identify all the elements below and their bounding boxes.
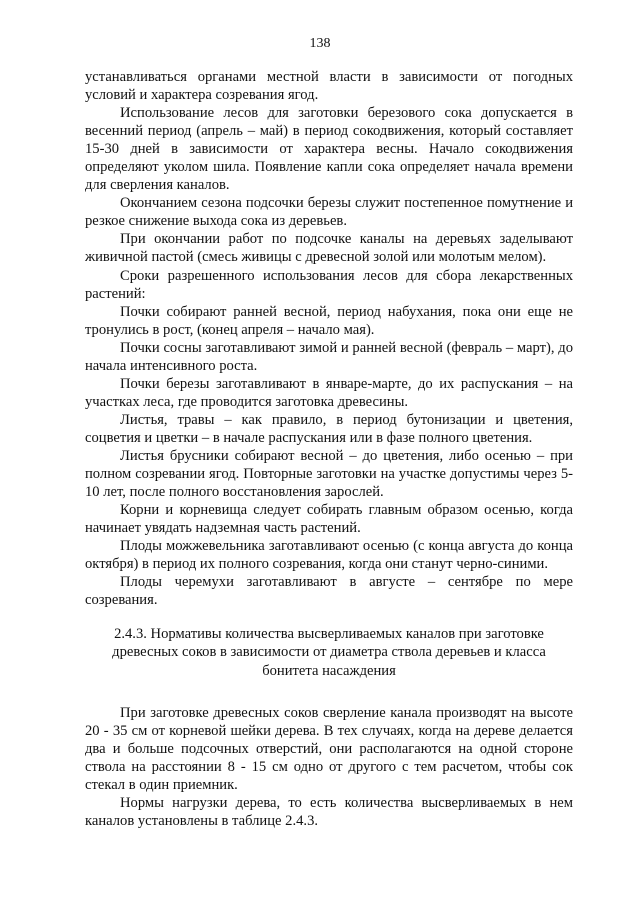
paragraph: Плоды черемухи заготавливают в августе – сентябре по мере созревания. — [85, 574, 573, 609]
page-body — [85, 68, 573, 830]
paragraph: Почки березы заготавливают в январе-марте, до их распускания – на участках леса, где проводится заготовка древесины. — [85, 375, 573, 410]
paragraph: устанавливаться органами местной власти в зависимости от погодных условий и характера созревания ягод. — [85, 69, 573, 104]
paragraph: Почки сосны заготавливают зимой и ранней весной (февраль – март), до начала интенсивного роста. — [85, 339, 573, 374]
section-heading: 2.4.3. Нормативы количества высверливаемых каналов при заготовке древесных соков в зависимости от диаметра ствола деревьев и класса бонитета насаждения — [112, 626, 546, 679]
paragraph: Плоды можжевельника заготавливают осенью (с конца августа до конца октября) в период их полного созревания, когда они станут черно-синими. — [85, 538, 573, 573]
paragraph: Нормы нагрузки дерева, то есть количества высверливаемых в нем каналов установлены в таблице 2.4.3. — [85, 794, 573, 829]
body-text-top — [85, 68, 573, 609]
paragraph: Сроки разрешенного использования лесов для сбора лекарственных растений: — [85, 267, 573, 302]
paragraph: Листья, травы – как правило, в период бутонизации и цветения, соцветия и цветки – в начале распускания или в фазе полного цветения. — [85, 411, 573, 446]
paragraph: Листья брусники собирают весной – до цветения, либо осенью – при полном созревании ягод. Повторные заготовки на участке допустимы через 5-10 лет, после полного восстановления зарослей. — [85, 447, 573, 501]
paragraph: Почки собирают ранней весной, период набухания, пока они еще не тронулись в рост, (конец апреля – начало мая). — [85, 303, 573, 338]
paragraph: Корни и корневища следует собирать главным образом осенью, когда начинает увядать надземная часть растений. — [85, 502, 573, 537]
paragraph: При заготовке древесных соков сверление канала производят на высоте 20 - 35 см от корневой шейки дерева. В тех случаях, когда на дереве делается два и больше подсочных отверстий, они располагаются на одной стороне ствола на расстоянии 8 - 15 см одно от другого с тем расчетом, чтобы сок стекал в один приемник. — [85, 704, 573, 793]
paragraph: При окончании работ по подсочке каналы на деревьях заделывают живичной пастой (смесь живицы с древесной золой или молотым мелом). — [85, 231, 573, 266]
paragraph: Окончанием сезона подсочки березы служит постепенное помутнение и резкое снижение выхода сока из деревьев. — [85, 195, 573, 230]
body-text-bottom — [85, 704, 573, 830]
page-number: 138 — [309, 36, 331, 51]
paragraph: Использование лесов для заготовки березового сока допускается в весенний период (апрель – май) в период сокодвижения, который составляет 15-30 дней в зависимости от характера весны. Начало сокодвижения определяют уколом шила. Появление капли сока определяет начала времени для сверления каналов. — [85, 105, 573, 194]
